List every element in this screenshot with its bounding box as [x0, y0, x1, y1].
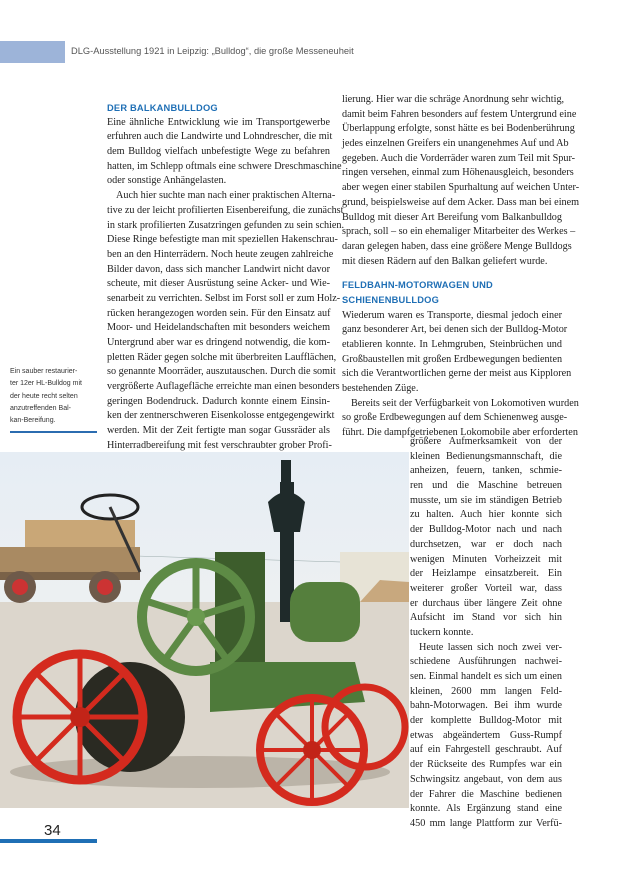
- text-line: bahn-Motorwagen. Bei ihm wurde: [410, 700, 562, 712]
- text-line: dem Bulldog vielfach unbefestigte Wege zu befahren: [107, 146, 330, 158]
- text-line: größere Aufmerksamkeit von der: [410, 436, 562, 447]
- caption-line: der heute recht selten: [10, 392, 78, 400]
- text-line: Überlappung erfolgte, sonst hätte es bei Bodenberührung: [342, 123, 575, 135]
- text-line: Diese Ringe befestigte man mit speziellen Hakenschrau-: [107, 234, 338, 246]
- text-line: schiedene Ausführungen nachwei-: [410, 656, 562, 668]
- text-line: scheute, mit dieser Ausrüstung seine Acker- und Wie-: [107, 278, 330, 290]
- text-line: wenigen Minuten Vorheizzeit mit: [410, 553, 562, 565]
- front-wheel: [260, 698, 364, 802]
- section-heading-balkanbulldog: DER BALKANBULLDOG: [107, 103, 218, 113]
- text-line: 450 mm lange Plattform zur Verfü-: [410, 817, 562, 829]
- text-line: daran gelegen haben, dass eine größere Menge Bulldogs: [342, 240, 572, 252]
- text-line: ren und die Maschine betreuen: [410, 480, 562, 492]
- text-line: grund, beispielsweise auf dem Acker. Dass man bei einem: [342, 196, 580, 208]
- caption-line: kan-Bereifung.: [10, 417, 56, 425]
- text-line: Heute lassen sich noch zwei ver-: [419, 641, 562, 653]
- text-line: jedes einzelnen Greifers ein unangenehmes Auf und Ab: [342, 138, 569, 150]
- text-line: weiterer großer Vorteil war, dass: [410, 582, 562, 594]
- text-line: sich die Verantwortlichen gerne der meist aus Kipploren: [342, 368, 572, 380]
- caption-line: anzutreffenden Bal-: [10, 404, 71, 412]
- text-line: etwas abgeändertem Guss-Rumpf: [410, 729, 562, 741]
- text-line: der Bulldog-Motor nach und nach: [410, 524, 562, 536]
- text-line: Großbaustellen mit großen Erdbewegungen bedienten: [342, 353, 563, 365]
- text-line: musste, um sie im ständigen Betrieb: [410, 494, 562, 506]
- running-title: DLG-Ausstellung 1921 in Leipzig: „Bulldog“, die große Messeneuheit: [71, 46, 354, 56]
- text-line: pletten Räder gegen solche mit überbreiten Laufflächen,: [107, 351, 337, 363]
- text-line: Aufsicht im Stand vor sich hin: [410, 612, 562, 624]
- page-number: 34: [44, 822, 61, 839]
- text-line: zu halten. Auch hier konnte sich: [410, 509, 562, 521]
- text-line: so genannte Moorräder, auszutauschen. Durch die somit: [107, 366, 336, 378]
- text-line: ganz besonderer Art, bei denen sich der Bulldog-Motor: [342, 324, 568, 336]
- text-line: konnte. Als Ergänzung stand eine: [410, 803, 562, 815]
- text-line: Bereits seit der Verfügbarkeit von Lokomotiven wurden: [351, 397, 579, 409]
- caption-line: Ein sauber restaurier-: [10, 368, 78, 375]
- caption-rule: [10, 431, 97, 433]
- text-line: Wiederum waren es Transporte, diesmal jedoch einer: [342, 309, 562, 321]
- text-line: so große Erdbewegungen auf dem Schienenweg ausge-: [342, 412, 568, 424]
- text-line: senarbeit zu verrichten. Selbst im Forst soll er zum Holz-: [107, 292, 341, 304]
- text-line: der Rückseite des Rumpfes war ein: [410, 759, 562, 771]
- right-text-column: [342, 93, 580, 441]
- text-line: anheizen, feuern, tanken, schmie-: [410, 465, 562, 477]
- text-line: der komplette Bulldog-Motor mit: [410, 715, 562, 727]
- text-line: oder sonstige Anhängelasten.: [107, 175, 227, 187]
- text-line: aber wegen einer stabilen Spurhaltung auf weichen Unter-: [342, 182, 580, 194]
- text-line: hatten, im Schlepp oftmals eine schwere Dreschmaschine: [107, 160, 342, 172]
- text-line: Bulldog mit dieser Art Bereifung vom Balkanbulldog: [342, 211, 562, 223]
- text-line: führt. Die dampfgetriebenen Lokomobile aber erforderten: [342, 427, 578, 439]
- text-line: ringen versehen, einmal zum Höhenausgleich, besonders: [342, 167, 574, 179]
- text-line: auf ein Fahrgestell geschraubt. Auf: [410, 744, 562, 756]
- text-line: lierung. Hier war die schräge Anordnung sehr wichtig,: [342, 94, 565, 105]
- text-line: der Fahrer die Maschine bedienen: [410, 788, 562, 800]
- text-line: sprach, soll – so ein ehemaliger Mitarbeiter des Werkes –: [342, 226, 576, 238]
- text-line: Moor- und Heidelandschaften mit besonders weichem: [107, 322, 330, 334]
- text-line: tuckern konnte.: [410, 626, 474, 638]
- header-color-block: [0, 41, 65, 63]
- text-line: Schwingsitz angebaut, von dem aus: [410, 773, 562, 785]
- text-line: kleinen, 2600 mm langen Feld-: [410, 685, 562, 697]
- text-line: damit beim Fahren besonders auf festem Untergrund eine: [342, 108, 577, 120]
- text-line: er durchaus über längere Zeit ohne: [410, 597, 562, 609]
- text-line: tive zu der leicht profilierten Eisenbereifung, die zunächst: [107, 204, 344, 216]
- text-line: Auch hier suchte man nach einer praktischen Alterna-: [116, 190, 336, 202]
- text-line: ben an den Hinterrädern. Noch heute zeugen zahlreiche: [107, 248, 334, 260]
- section-heading-feldbahn-line2: SCHIENENBULLDOG: [342, 294, 440, 305]
- text-line: bestehenden Züge.: [342, 383, 419, 395]
- text-line: der Heizlampe einsatzbereit. Ein: [410, 568, 562, 580]
- tractor-photo: [0, 452, 409, 808]
- text-line: Bilder davon, dass sich mancher Landwirt nicht davor: [107, 263, 330, 275]
- text-line: werden. Mit der Zeit fertigte man sogar Gussräder als: [107, 425, 330, 437]
- text-line: etablieren konnte. In Lehmgruben, Steinbrüchen und: [342, 339, 562, 350]
- caption-line: ter 12er HL-Bulldog mit: [10, 380, 82, 388]
- text-line: rücken herangezogen worden sein. Für den Einsatz auf: [107, 307, 331, 319]
- text-line: ken der zentnerschweren Eisenkolosse entgegengewirkt: [107, 410, 335, 422]
- section-heading-feldbahn: FELDBAHN-MOTORWAGEN UND: [342, 280, 493, 291]
- rear-wheel: [17, 654, 143, 780]
- text-line: vergrößerte Auflagefläche erreichte man einen besonders: [107, 381, 340, 393]
- text-line: gegeben. Auch die Vorderräder waren zum Teil mit Spur-: [342, 152, 576, 164]
- text-line: Eine ähnliche Entwicklung wie im Transportgewerbe: [107, 116, 330, 128]
- narrow-text-column: [410, 435, 562, 832]
- text-line: Hinterradbereifung mit fest verschraubter grober Profi-: [107, 439, 332, 451]
- left-text-column: [107, 101, 345, 454]
- photo-caption: [10, 366, 96, 427]
- text-line: kleinen Bedienungsmannschaft, die: [410, 450, 562, 462]
- text-line: Untergrund aber war es dringend notwendig, die kom-: [107, 337, 330, 348]
- text-line: in stark profilierten Zusatzringen gefunden zu sein schien.: [107, 219, 345, 231]
- text-line: durchsetzen, war er doch nach: [410, 538, 562, 550]
- text-line: geringen Bodendruck. Dadurch konnte einem Einsin-: [107, 395, 330, 407]
- text-line: sen. Einmal handelt es sich um einen: [410, 671, 562, 682]
- page-number-bar: [0, 839, 97, 843]
- text-line: mit diesen Rädern auf den Balkan geliefert wurde.: [342, 255, 548, 267]
- text-line: erfuhren auch die Landwirte und Lohndrescher, die mit: [107, 131, 333, 143]
